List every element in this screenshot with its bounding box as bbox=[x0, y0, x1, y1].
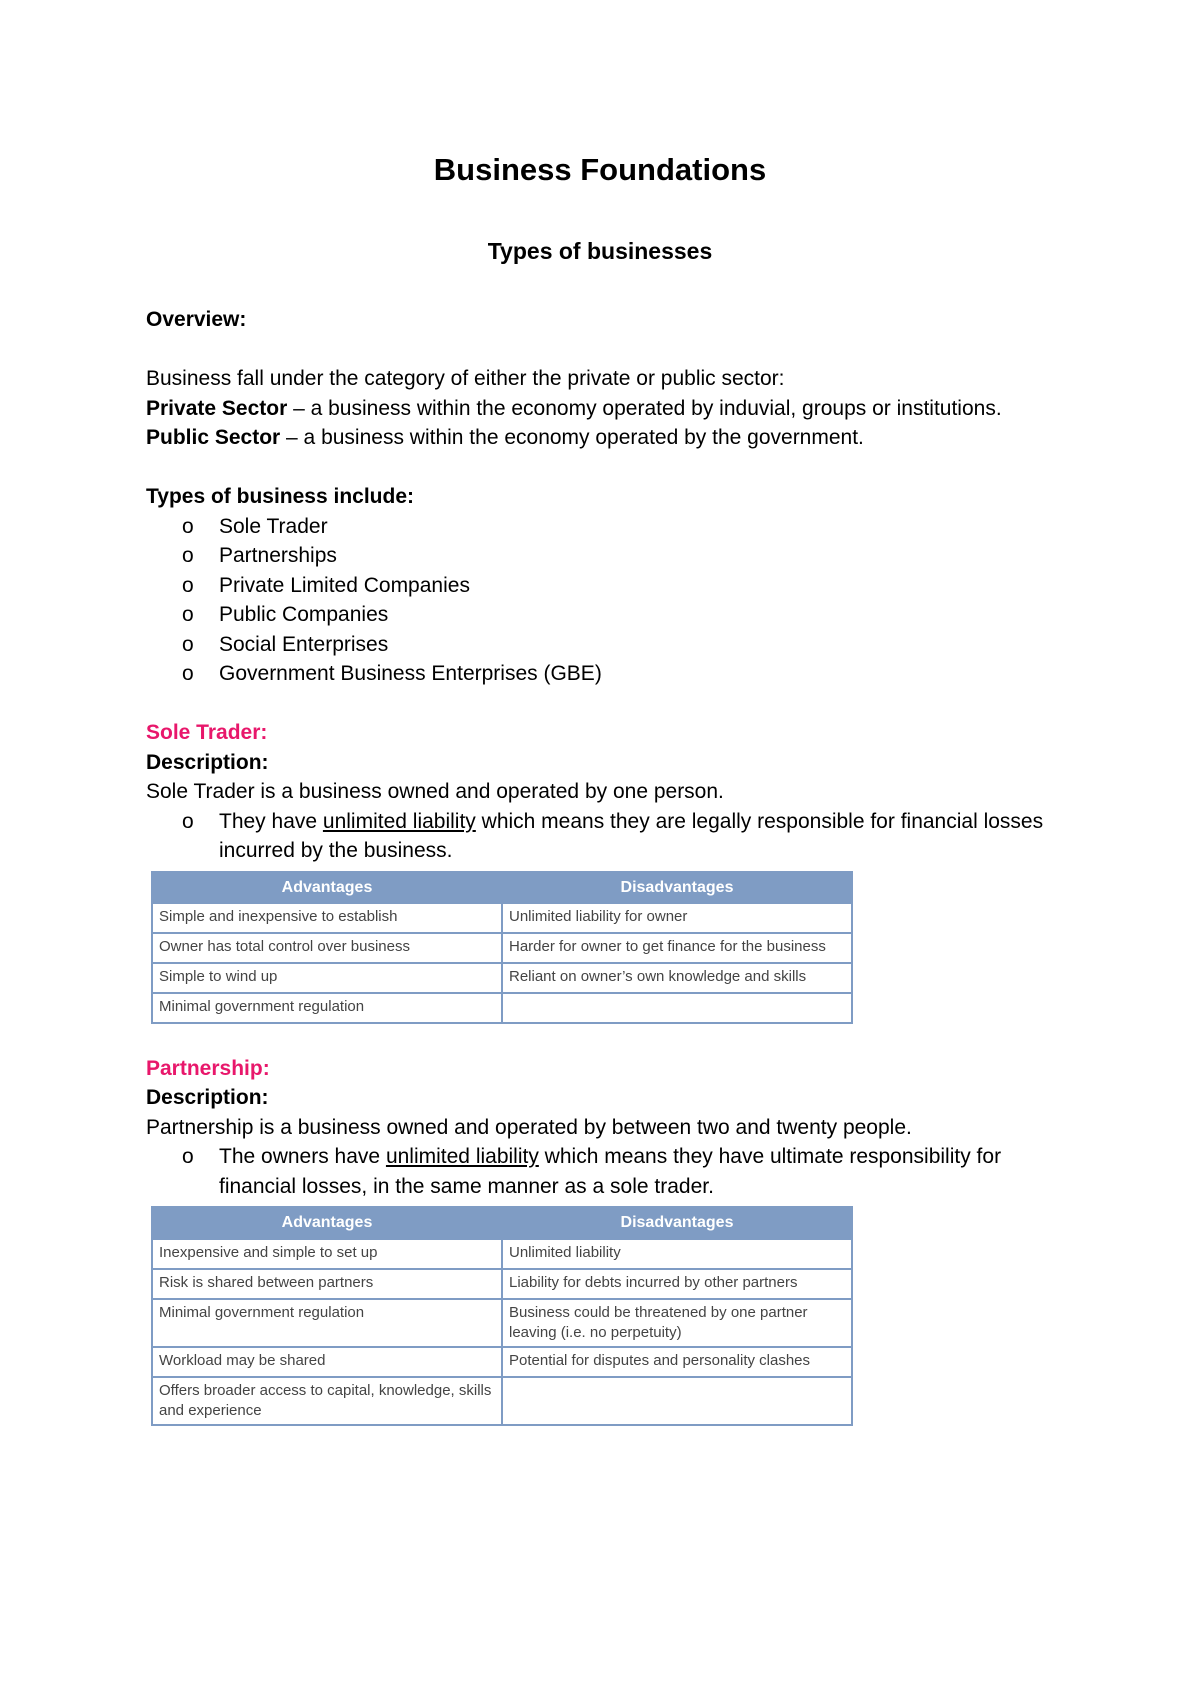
bullet-icon: o bbox=[182, 1145, 194, 1168]
list-item-text: Sole Trader bbox=[219, 514, 328, 538]
sole-trader-description: Sole Trader is a business owned and operated by one person. bbox=[146, 780, 724, 803]
sole-trader-table bbox=[151, 871, 853, 1025]
list-item bbox=[146, 541, 1076, 571]
table-cell: Liability for debts incurred by other partners bbox=[502, 1269, 852, 1299]
table-row bbox=[152, 963, 852, 993]
bullet-icon: o bbox=[182, 514, 194, 538]
document-title: Business Foundations bbox=[433, 152, 767, 187]
table-cell: Simple to wind up bbox=[152, 963, 502, 993]
private-sector-definition: – a business within the economy operated by induvial, groups or institutions. bbox=[287, 396, 1002, 420]
overview-intro: Business fall under the category of either the private or public sector: bbox=[146, 367, 785, 390]
list-item-text: Public Companies bbox=[219, 603, 389, 626]
private-sector-line bbox=[146, 394, 1076, 424]
list-item bbox=[146, 1142, 1076, 1201]
list-item-text: Private Limited Companies bbox=[219, 573, 470, 597]
table-row bbox=[152, 1269, 852, 1299]
advantages-header: Advantages bbox=[152, 1207, 502, 1239]
partnership-bullets bbox=[146, 1142, 1076, 1201]
list-item-text: Social Enterprises bbox=[219, 632, 389, 656]
table-cell: Offers broader access to capital, knowledge, skills and experience bbox=[152, 1377, 502, 1425]
list-item-text: The owners have bbox=[219, 1145, 386, 1168]
table-cell: Business could be threatened by one partner leaving (i.e. no perpetuity) bbox=[502, 1299, 852, 1347]
disadvantages-header: Disadvantages bbox=[502, 1207, 852, 1239]
private-sector-term: Private Sector bbox=[146, 396, 288, 420]
sole-trader-bullets bbox=[146, 807, 1076, 866]
bullet-icon: o bbox=[182, 632, 194, 656]
list-item bbox=[146, 659, 1076, 689]
overview-heading: Overview: bbox=[146, 308, 247, 331]
partnership-description: Partnership is a business owned and operated by between two and twenty people. bbox=[146, 1115, 912, 1139]
table-row bbox=[152, 1299, 852, 1347]
table-cell: Inexpensive and simple to set up bbox=[152, 1239, 502, 1269]
bullet-icon: o bbox=[182, 603, 194, 626]
table-header-row bbox=[152, 1207, 852, 1239]
table-cell: Reliant on owner’s own knowledge and skills bbox=[502, 963, 852, 993]
public-sector-definition: – a business within the economy operated by the government. bbox=[280, 426, 864, 449]
list-item bbox=[146, 807, 1076, 866]
list-item bbox=[146, 571, 1076, 601]
table-row bbox=[152, 1239, 852, 1269]
list-item bbox=[146, 600, 1076, 630]
partnership-table bbox=[151, 1206, 853, 1426]
list-item-text: Partnerships bbox=[219, 544, 337, 567]
document-body bbox=[146, 305, 1076, 1426]
table-row bbox=[152, 993, 852, 1023]
list-item bbox=[146, 630, 1076, 660]
list-item-text: which means they are legally responsible for financial losses incurred by the business. bbox=[219, 809, 1044, 862]
table-header-row bbox=[152, 872, 852, 904]
bullet-icon: o bbox=[182, 809, 194, 833]
table-cell: Potential for disputes and personality clashes bbox=[502, 1347, 852, 1377]
list-item-text: Government Business Enterprises (GBE) bbox=[219, 662, 602, 685]
unlimited-liability-term: unlimited liability bbox=[385, 1145, 539, 1168]
table-row bbox=[152, 903, 852, 933]
partnership-heading: Partnership: bbox=[146, 1056, 270, 1080]
list-item bbox=[146, 512, 1076, 542]
types-list bbox=[146, 512, 1076, 689]
table-cell: Risk is shared between partners bbox=[152, 1269, 502, 1299]
table-cell: Unlimited liability bbox=[502, 1239, 852, 1269]
table-cell bbox=[502, 1377, 852, 1425]
bullet-icon: o bbox=[182, 573, 194, 597]
unlimited-liability-term: unlimited liability bbox=[322, 809, 476, 833]
disadvantages-header: Disadvantages bbox=[502, 872, 852, 904]
table-cell: Harder for owner to get finance for the business bbox=[502, 933, 852, 963]
sole-trader-heading: Sole Trader: bbox=[146, 721, 268, 744]
table-cell: Simple and inexpensive to establish bbox=[152, 903, 502, 933]
public-sector-line bbox=[146, 423, 1076, 453]
public-sector-term: Public Sector bbox=[146, 426, 281, 449]
table-cell: Owner has total control over business bbox=[152, 933, 502, 963]
table-row bbox=[152, 1377, 852, 1425]
bullet-icon: o bbox=[182, 662, 194, 685]
bullet-icon: o bbox=[182, 544, 194, 567]
list-item-text: which means they have ultimate responsibility for financial losses, in the same manner as a sole trader. bbox=[219, 1145, 1002, 1198]
table-cell: Minimal government regulation bbox=[152, 1299, 502, 1347]
table-cell: Workload may be shared bbox=[152, 1347, 502, 1377]
table-row bbox=[152, 933, 852, 963]
list-item-text: They have bbox=[219, 809, 323, 833]
advantages-header: Advantages bbox=[152, 872, 502, 904]
table-cell: Minimal government regulation bbox=[152, 993, 502, 1023]
types-heading: Types of business include: bbox=[146, 485, 414, 508]
table-cell bbox=[502, 993, 852, 1023]
partnership-description-label: Description: bbox=[146, 1086, 269, 1109]
sole-trader-description-label: Description: bbox=[146, 750, 269, 774]
document-subtitle: Types of businesses bbox=[487, 238, 713, 264]
table-cell: Unlimited liability for owner bbox=[502, 903, 852, 933]
table-row bbox=[152, 1347, 852, 1377]
